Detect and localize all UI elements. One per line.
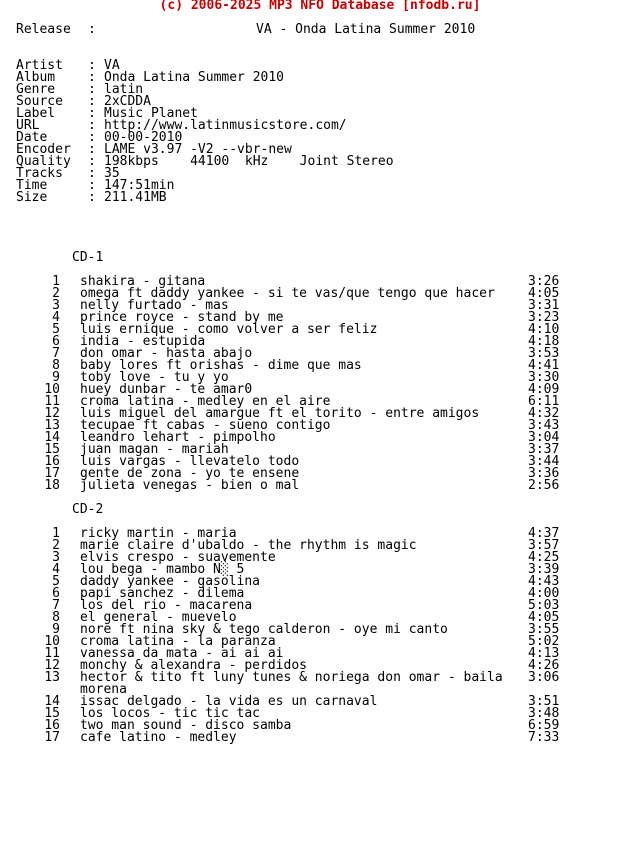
track-title: two man sound - disco samba bbox=[80, 718, 292, 733]
track-title: luis miguel del amargue ft el torito - entre amigos bbox=[80, 406, 480, 421]
track-title: ricky martin - maria bbox=[80, 526, 237, 541]
meta-value: VA bbox=[104, 58, 120, 73]
track-title: marie claire d'ubaldo - the rhythm is magic bbox=[80, 538, 417, 553]
track-title: los locos - tic tic tac bbox=[80, 706, 261, 721]
track-number: 2 bbox=[52, 538, 60, 553]
track-time: 4:25 bbox=[528, 550, 560, 565]
meta-label: Tracks bbox=[16, 166, 63, 181]
track-time: 6:59 bbox=[528, 718, 560, 733]
track-title: don omar - hasta abajo bbox=[80, 346, 253, 361]
track-number: 8 bbox=[52, 610, 60, 625]
track-time: 5:02 bbox=[528, 634, 560, 649]
track-time: 3:06 bbox=[528, 670, 560, 685]
meta-label: URL bbox=[16, 118, 40, 133]
track-title-continued: morena bbox=[80, 682, 127, 697]
track-number: 13 bbox=[44, 670, 60, 685]
meta-label: Source bbox=[16, 94, 63, 109]
track-number: 9 bbox=[52, 622, 60, 637]
track-title: vanessa da mata - ai ai ai bbox=[80, 646, 284, 661]
track-title: tecupae ft cabas - sueno contigo bbox=[80, 418, 331, 433]
track-title: cafe latino - medley bbox=[80, 730, 237, 745]
release-value: VA - Onda Latina Summer 2010 bbox=[256, 22, 476, 37]
track-time: 3:53 bbox=[528, 346, 560, 361]
meta-value: 2xCDDA bbox=[104, 94, 151, 109]
track-title: lou bega - mambo N░ 5 bbox=[80, 562, 245, 577]
meta-colon: : bbox=[88, 94, 96, 109]
track-number: 1 bbox=[52, 526, 60, 541]
meta-label: Genre bbox=[16, 82, 56, 97]
track-time: 3:30 bbox=[528, 370, 560, 385]
track-title: baby lores ft orishas - dime que mas bbox=[80, 358, 362, 373]
track-title: nore ft nina sky & tego calderon - oye mi canto bbox=[80, 622, 448, 637]
meta-colon: : bbox=[88, 142, 96, 157]
track-number: 7 bbox=[52, 346, 60, 361]
meta-colon: : bbox=[88, 130, 96, 145]
meta-value: 00-00-2010 bbox=[104, 130, 183, 145]
track-time: 4:32 bbox=[528, 406, 560, 421]
track-title: juan magan - mariah bbox=[80, 442, 229, 457]
track-time: 4:41 bbox=[528, 358, 560, 373]
track-title: leandro lehart - pimpolho bbox=[80, 430, 276, 445]
track-title: issac delgado - la vida es un carnaval bbox=[80, 694, 378, 709]
track-number: 3 bbox=[52, 550, 60, 565]
meta-value: LAME v3.97 -V2 --vbr-new bbox=[104, 142, 292, 157]
track-time: 3:44 bbox=[528, 454, 560, 469]
track-number: 13 bbox=[44, 418, 60, 433]
track-time: 4:26 bbox=[528, 658, 560, 673]
meta-value: 147:51min bbox=[104, 178, 175, 193]
track-number: 18 bbox=[44, 478, 60, 493]
meta-colon: : bbox=[88, 82, 96, 97]
track-title: omega ft daddy yankee - si te vas/que tengo que hacer bbox=[80, 286, 495, 301]
track-time: 4:13 bbox=[528, 646, 560, 661]
track-number: 6 bbox=[52, 334, 60, 349]
track-time: 3:36 bbox=[528, 466, 560, 481]
track-time: 3:39 bbox=[528, 562, 560, 577]
meta-value: 211.41MB bbox=[104, 190, 167, 205]
meta-label: Label bbox=[16, 106, 56, 121]
track-time: 3:04 bbox=[528, 430, 560, 445]
track-title: julieta venegas - bien o mal bbox=[80, 478, 300, 493]
track-number: 7 bbox=[52, 598, 60, 613]
track-number: 4 bbox=[52, 562, 60, 577]
track-number: 15 bbox=[44, 442, 60, 457]
track-number: 2 bbox=[52, 286, 60, 301]
release-colon: : bbox=[88, 22, 96, 37]
track-title: toby love - tu y yo bbox=[80, 370, 229, 385]
track-number: 6 bbox=[52, 586, 60, 601]
track-number: 14 bbox=[44, 430, 60, 445]
track-time: 3:55 bbox=[528, 622, 560, 637]
track-title: elvis crespo - suavemente bbox=[80, 550, 276, 565]
track-time: 3:51 bbox=[528, 694, 560, 709]
track-number: 17 bbox=[44, 466, 60, 481]
meta-value: http://www.latinmusicstore.com/ bbox=[104, 118, 347, 133]
track-time: 3:26 bbox=[528, 274, 560, 289]
meta-colon: : bbox=[88, 106, 96, 121]
track-time: 3:57 bbox=[528, 538, 560, 553]
track-time: 4:37 bbox=[528, 526, 560, 541]
track-title: papi sanchez - dilema bbox=[80, 586, 245, 601]
track-time: 3:31 bbox=[528, 298, 560, 313]
track-number: 5 bbox=[52, 322, 60, 337]
meta-colon: : bbox=[88, 70, 96, 85]
track-time: 4:43 bbox=[528, 574, 560, 589]
track-title: nelly furtado - mas bbox=[80, 298, 229, 313]
cd1-title: CD-1 bbox=[72, 250, 104, 265]
track-number: 3 bbox=[52, 298, 60, 313]
track-number: 14 bbox=[44, 694, 60, 709]
cd2-title: CD-2 bbox=[72, 502, 104, 517]
track-title: daddy yankee - gasolina bbox=[80, 574, 261, 589]
track-title: huey dunbar - te amar0 bbox=[80, 382, 253, 397]
track-number: 10 bbox=[44, 634, 60, 649]
meta-label: Date bbox=[16, 130, 48, 145]
release-label: Release bbox=[16, 22, 71, 37]
track-time: 3:43 bbox=[528, 418, 560, 433]
track-time: 4:00 bbox=[528, 586, 560, 601]
meta-value: latin bbox=[104, 82, 144, 97]
track-title: los del rio - macarena bbox=[80, 598, 253, 613]
track-number: 12 bbox=[44, 406, 60, 421]
track-time: 4:09 bbox=[528, 382, 560, 397]
track-time: 7:33 bbox=[528, 730, 560, 745]
meta-label: Artist bbox=[16, 58, 63, 73]
track-number: 17 bbox=[44, 730, 60, 745]
track-time: 4:10 bbox=[528, 322, 560, 337]
track-title: croma latina - la paranza bbox=[80, 634, 276, 649]
track-number: 9 bbox=[52, 370, 60, 385]
meta-colon: : bbox=[88, 190, 96, 205]
meta-value: 35 bbox=[104, 166, 120, 181]
track-number: 5 bbox=[52, 574, 60, 589]
meta-label: Album bbox=[16, 70, 56, 85]
track-number: 16 bbox=[44, 718, 60, 733]
track-title: gente de zona - yo te ensene bbox=[80, 466, 300, 481]
track-title: luis vargas - llevatelo todo bbox=[80, 454, 300, 469]
site-header: (c) 2006-2025 MP3 NFO Database [nfodb.ru] bbox=[159, 0, 481, 13]
meta-label: Quality bbox=[16, 154, 71, 169]
meta-label: Encoder bbox=[16, 142, 71, 157]
track-time: 4:05 bbox=[528, 286, 560, 301]
meta-value: 198kbps 44100 kHz Joint Stereo bbox=[104, 154, 394, 169]
track-number: 11 bbox=[44, 646, 60, 661]
track-title: prince royce - stand by me bbox=[80, 310, 284, 325]
track-number: 10 bbox=[44, 382, 60, 397]
track-title: india - estupida bbox=[80, 334, 206, 349]
track-time: 4:05 bbox=[528, 610, 560, 625]
track-number: 11 bbox=[44, 394, 60, 409]
track-title: monchy & alexandra - perdidos bbox=[80, 658, 307, 673]
track-time: 3:48 bbox=[528, 706, 560, 721]
track-number: 4 bbox=[52, 310, 60, 325]
track-number: 12 bbox=[44, 658, 60, 673]
track-title: luis ernique - como volver a ser feliz bbox=[80, 322, 378, 337]
track-number: 1 bbox=[52, 274, 60, 289]
track-number: 8 bbox=[52, 358, 60, 373]
meta-value: Music Planet bbox=[104, 106, 198, 121]
meta-value: Onda Latina Summer 2010 bbox=[104, 70, 285, 85]
track-title: el general - muevelo bbox=[80, 610, 237, 625]
meta-colon: : bbox=[88, 178, 96, 193]
track-time: 4:18 bbox=[528, 334, 560, 349]
meta-colon: : bbox=[88, 58, 96, 73]
track-time: 2:56 bbox=[528, 478, 560, 493]
track-number: 16 bbox=[44, 454, 60, 469]
track-time: 3:23 bbox=[528, 310, 560, 325]
meta-colon: : bbox=[88, 154, 96, 169]
meta-colon: : bbox=[88, 118, 96, 133]
track-title: shakira - gitana bbox=[80, 274, 206, 289]
meta-label: Size bbox=[16, 190, 48, 205]
track-time: 6:11 bbox=[528, 394, 560, 409]
track-title: croma latina - medley en el aire bbox=[80, 394, 331, 409]
meta-label: Time bbox=[16, 178, 48, 193]
track-title: hector & tito ft luny tunes & noriega don omar - baila bbox=[80, 670, 503, 685]
meta-colon: : bbox=[88, 166, 96, 181]
track-time: 5:03 bbox=[528, 598, 560, 613]
track-time: 3:37 bbox=[528, 442, 560, 457]
track-number: 15 bbox=[44, 706, 60, 721]
